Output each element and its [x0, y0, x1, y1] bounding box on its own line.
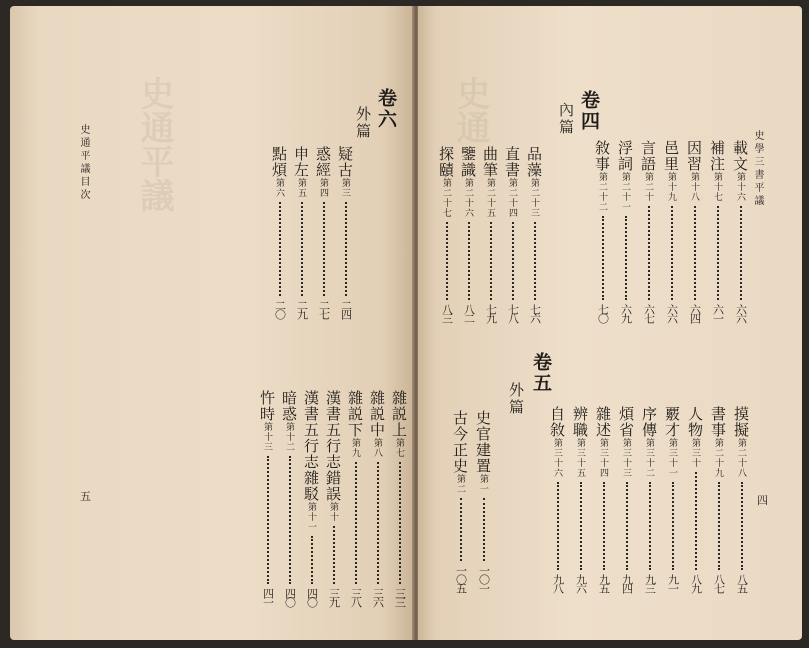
toc-entry-title: 言語: [639, 140, 657, 172]
toc-entry-sequence: 第三十: [690, 438, 700, 468]
toc-leader-dots: [602, 216, 604, 300]
show-through-text: 史通: [450, 76, 490, 144]
toc-entry-title: 曲筆: [481, 146, 499, 178]
folio-number: 五: [80, 490, 91, 503]
toc-entry-sequence: 第二十七: [441, 178, 451, 218]
toc-entry-page: 六四: [688, 304, 702, 322]
toc-entry[interactable]: [257, 390, 278, 606]
toc-entry-page: 四〇: [305, 588, 319, 606]
toc-entry-page: 七九: [484, 304, 498, 322]
toc-entry[interactable]: [450, 410, 471, 592]
toc-entry-title: 辨職: [571, 406, 589, 438]
toc-entry-title: 雜述: [594, 406, 612, 438]
toc-entry-title: 覈才: [663, 406, 681, 438]
toc-entry-sequence: 第十一: [306, 502, 316, 532]
toc-leader-dots: [323, 202, 325, 296]
toc-entry-sequence: 第十八: [689, 172, 699, 202]
toc-entry[interactable]: [708, 406, 729, 592]
toc-entry-sequence: 第三: [340, 178, 350, 198]
toc-entry[interactable]: [662, 406, 683, 592]
toc-entry-page: 一〇五: [454, 565, 468, 592]
toc-entry-page: 二九: [295, 300, 309, 318]
toc-entry-sequence: 第三十二: [644, 438, 654, 478]
toc-entry-title: 載文: [731, 140, 749, 172]
toc-entry-page: 六六: [734, 304, 748, 322]
toc-leader-dots: [626, 482, 628, 570]
toc-entry-title: 惑經: [314, 146, 332, 178]
toc-entry-sequence: 第七: [394, 438, 404, 458]
toc-entry-page: 六七: [642, 304, 656, 322]
toc-entry[interactable]: [389, 390, 410, 606]
toc-entry-page: 九六: [574, 574, 588, 592]
toc-entry-page: 六一: [711, 304, 725, 322]
toc-entry-title: 因習: [685, 140, 703, 172]
toc-entry-page: 六六: [665, 304, 679, 322]
toc-entry-sequence: 第二十: [643, 172, 653, 202]
toc-entry[interactable]: [480, 146, 501, 322]
toc-entry-sequence: 第三十三: [621, 438, 631, 478]
toc-entry-title: 摸擬: [732, 406, 750, 438]
toc-entry[interactable]: [615, 140, 636, 322]
toc-leader-dots: [648, 206, 650, 300]
toc-entry-page: 四〇: [283, 588, 297, 606]
juan5-section: 外篇: [507, 382, 525, 416]
toc-entry-page: 九四: [620, 574, 634, 592]
toc-leader-dots: [490, 222, 492, 300]
toc-entry-sequence: 第十三: [262, 422, 272, 452]
toc-entry[interactable]: [616, 406, 637, 592]
toc-leader-dots: [557, 482, 559, 570]
toc-entry-title: 品藻: [525, 146, 543, 178]
toc-entry-sequence: 第二十九: [713, 438, 723, 478]
toc-leader-dots: [333, 526, 335, 584]
toc-entry[interactable]: [269, 146, 290, 318]
toc-entry[interactable]: [547, 406, 568, 592]
toc-entry-sequence: 第八: [372, 438, 382, 458]
toc-entry-sequence: 第十七: [712, 172, 722, 202]
toc-entry[interactable]: [661, 140, 682, 322]
toc-entry[interactable]: [279, 390, 300, 606]
toc-entry-title: 煩省: [617, 406, 635, 438]
toc-entry-page: 二四: [339, 300, 353, 318]
toc-entry-page: 三八: [349, 588, 363, 606]
toc-entry[interactable]: [524, 146, 545, 322]
toc-entry-title: 雜説上: [390, 390, 408, 438]
toc-entry[interactable]: [301, 390, 322, 606]
toc-entry-page: 八五: [735, 574, 749, 592]
toc-entry[interactable]: [313, 146, 334, 318]
toc-entry-title: 敘事: [593, 140, 611, 172]
toc-entry-page: 二〇: [273, 300, 287, 318]
juan-heading: 卷六: [375, 88, 397, 130]
toc-entry[interactable]: [684, 140, 705, 322]
toc-entry-title: 點煩: [270, 146, 288, 178]
toc-entry-sequence: 第三十五: [575, 438, 585, 478]
toc-entry-title: 鑒識: [459, 146, 477, 178]
toc-entry[interactable]: [473, 410, 494, 592]
toc-entry-sequence: 第二十八: [736, 438, 746, 478]
toc-entry[interactable]: [593, 406, 614, 592]
toc-entry-title: 史官建置: [474, 410, 492, 474]
toc-entry-sequence: 第二十四: [507, 178, 517, 218]
toc-entry-page: 七六: [528, 304, 542, 322]
toc-leader-dots: [399, 462, 401, 584]
toc-entry-sequence: 第三十六: [552, 438, 562, 478]
toc-entry-title: 暗惑: [280, 390, 298, 422]
toc-entry[interactable]: [570, 406, 591, 592]
toc-entry-page: 四一: [261, 588, 275, 606]
toc-entry-title: 直書: [503, 146, 521, 178]
toc-leader-dots: [534, 222, 536, 300]
toc-entry[interactable]: [458, 146, 479, 322]
toc-entry-title: 補注: [708, 140, 726, 172]
toc-leader-dots: [625, 216, 627, 300]
toc-entry[interactable]: [639, 406, 660, 592]
toc-entry-sequence: 第十九: [666, 172, 676, 202]
toc-leader-dots: [377, 462, 379, 584]
toc-entry[interactable]: [592, 140, 613, 322]
toc-entry-page: 九八: [551, 574, 565, 592]
toc-entry[interactable]: [291, 146, 312, 318]
toc-entry-title: 浮詞: [616, 140, 634, 172]
toc-entry-sequence: 第十二: [284, 422, 294, 452]
toc-entry-sequence: 第六: [274, 178, 284, 198]
toc-entry[interactable]: [367, 390, 388, 606]
toc-leader-dots: [694, 206, 696, 300]
juan4-section: 內篇: [557, 102, 575, 136]
toc-entry-sequence: 第四: [318, 178, 328, 198]
toc-entry-title: 雜説下: [346, 390, 364, 438]
toc-entry-title: 人物: [686, 406, 704, 438]
toc-entry[interactable]: [345, 390, 366, 606]
toc-entry-page: 八二: [462, 304, 476, 322]
toc-entry[interactable]: [436, 146, 457, 322]
toc-leader-dots: [740, 206, 742, 300]
toc-leader-dots: [671, 206, 673, 300]
toc-entry-page: 三九: [327, 588, 341, 606]
toc-entry-page: 一〇一: [477, 565, 491, 592]
toc-entry-page: 八七: [712, 574, 726, 592]
toc-leader-dots: [483, 498, 485, 561]
juan4-heading: 卷四: [578, 90, 600, 132]
left-page: [10, 6, 415, 640]
toc-leader-dots: [301, 202, 303, 296]
toc-entry-title: 古今正史: [451, 410, 469, 474]
toc-leader-dots: [741, 482, 743, 570]
toc-entry-title: 忤時: [258, 390, 276, 422]
toc-leader-dots: [603, 482, 605, 570]
toc-entry-title: 自敘: [548, 406, 566, 438]
toc-entry-sequence: 第二十一: [620, 172, 630, 212]
toc-leader-dots: [672, 482, 674, 570]
toc-entry[interactable]: [707, 140, 728, 322]
toc-leader-dots: [311, 536, 313, 584]
toc-entry-sequence: 第九: [350, 438, 360, 458]
toc-entry-sequence: 第二十三: [529, 178, 539, 218]
toc-entry[interactable]: [323, 390, 344, 606]
toc-entry-page: 八三: [440, 304, 454, 322]
toc-entry-sequence: 第三十四: [598, 438, 608, 478]
toc-entry-sequence: 第十六: [735, 172, 745, 202]
toc-entry-title: 申左: [292, 146, 310, 178]
toc-entry-title: 漢書五行志錯誤: [324, 390, 342, 502]
toc-entry-page: 七八: [506, 304, 520, 322]
toc-leader-dots: [460, 498, 462, 561]
running-title: 史通平議目次: [78, 124, 89, 202]
toc-leader-dots: [717, 206, 719, 300]
toc-leader-dots: [289, 456, 291, 584]
toc-entry[interactable]: [730, 140, 751, 322]
toc-entry-title: 漢書五行志雜駁: [302, 390, 320, 502]
juan5-heading: 卷五: [530, 352, 552, 394]
right-page: [418, 6, 802, 640]
toc-entry-sequence: 第二十六: [463, 178, 473, 218]
toc-entry-page: 七〇: [596, 304, 610, 322]
toc-entry-title: 雜説中: [368, 390, 386, 438]
toc-entry-sequence: 第二: [455, 474, 465, 494]
toc-entry-page: 三三: [393, 588, 407, 606]
toc-entry[interactable]: [502, 146, 523, 322]
toc-entry-page: 三六: [371, 588, 385, 606]
toc-leader-dots: [279, 202, 281, 296]
toc-entry[interactable]: [731, 406, 752, 592]
toc-entry[interactable]: [685, 406, 706, 592]
toc-entry-sequence: 第五: [296, 178, 306, 198]
toc-leader-dots: [355, 462, 357, 584]
toc-leader-dots: [649, 482, 651, 570]
toc-entry-sequence: 第三十一: [667, 438, 677, 478]
section-heading: 外篇: [354, 106, 372, 140]
toc-entry-title: 序傳: [640, 406, 658, 438]
toc-entry[interactable]: [638, 140, 659, 322]
toc-leader-dots: [718, 482, 720, 570]
toc-leader-dots: [468, 222, 470, 300]
toc-leader-dots: [695, 472, 697, 570]
toc-entry-page: 九一: [666, 574, 680, 592]
running-title: 史學三書平議: [752, 130, 763, 208]
toc-entry-page: 六九: [619, 304, 633, 322]
toc-entry-title: 書事: [709, 406, 727, 438]
folio-number: 四: [757, 494, 768, 507]
toc-entry-sequence: 第二十五: [485, 178, 495, 218]
toc-leader-dots: [580, 482, 582, 570]
toc-entry-sequence: 第十: [328, 502, 338, 522]
toc-entry-sequence: 第二十二: [597, 172, 607, 212]
toc-leader-dots: [446, 222, 448, 300]
toc-entry[interactable]: [335, 146, 356, 318]
toc-leader-dots: [345, 202, 347, 296]
toc-entry-title: 探賾: [437, 146, 455, 178]
toc-leader-dots: [267, 456, 269, 584]
toc-entry-page: 八九: [689, 574, 703, 592]
toc-entry-title: 邑里: [662, 140, 680, 172]
toc-entry-sequence: 第一: [478, 474, 488, 494]
show-through-text: 史通平議: [134, 76, 174, 212]
toc-entry-page: 九五: [597, 574, 611, 592]
toc-entry-page: 二七: [317, 300, 331, 318]
toc-entry-title: 疑古: [336, 146, 354, 178]
toc-leader-dots: [512, 222, 514, 300]
toc-entry-page: 九三: [643, 574, 657, 592]
